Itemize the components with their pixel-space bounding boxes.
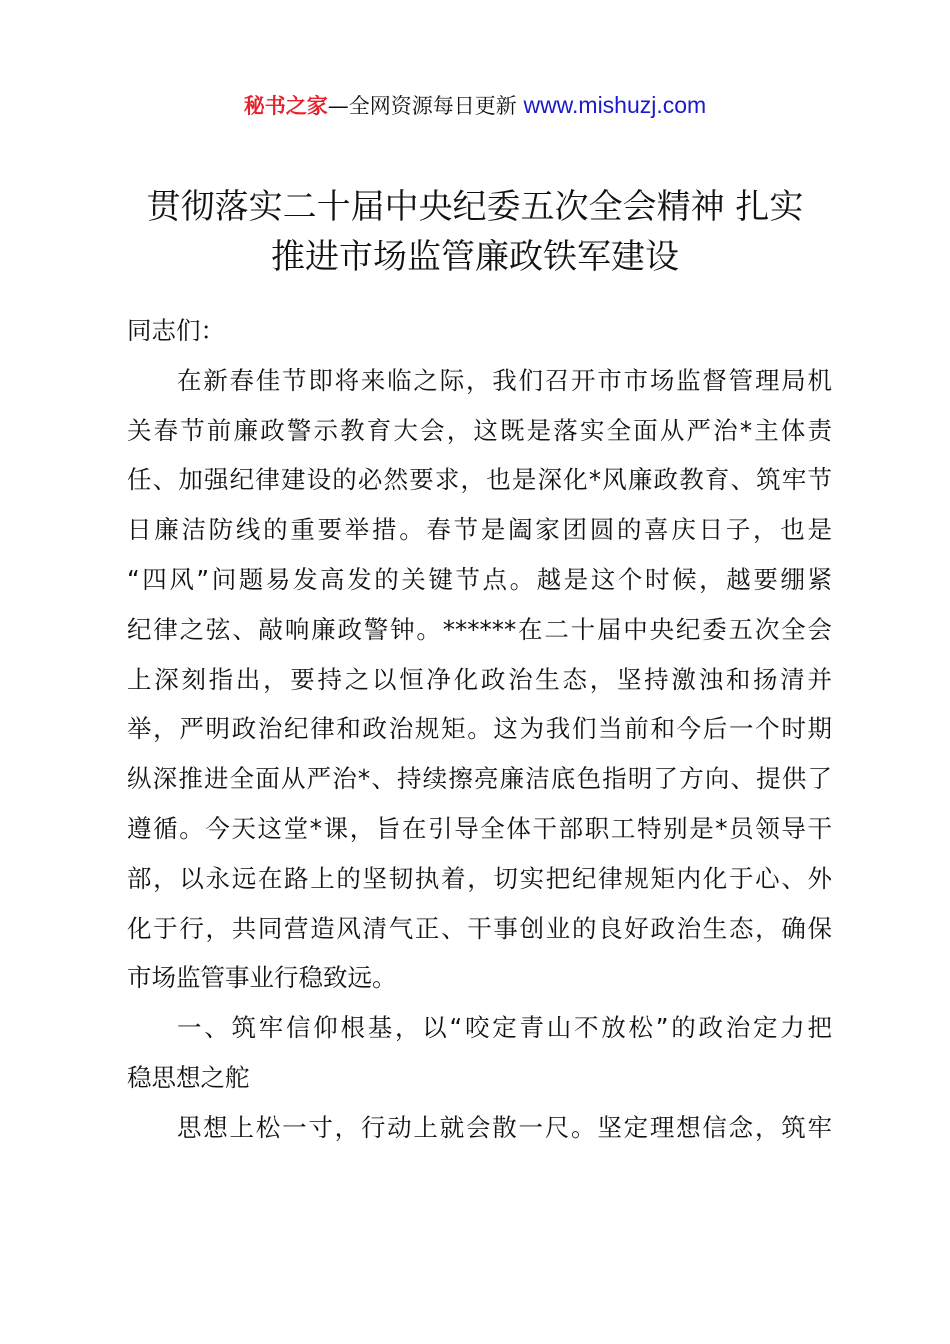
title-line: 贯彻落实二十届中央纪委五次全会精神 扎实: [146, 187, 804, 227]
text-line: 稳思想之舵: [127, 1062, 250, 1092]
text-line: 举，严明政治纪律和政治规矩。这为我们当前和今后一个时期: [127, 714, 832, 744]
text-line: 纪律之弦、敲响廉政警钟。******在二十届中央纪委五次全会: [127, 614, 832, 644]
text-line: 化于行，共同营造风清气正、干事创业的良好政治生态，确保: [127, 913, 832, 943]
text-line: 纵深推进全面从严治*、持续擦亮廉洁底色指明了方向、提供了: [127, 764, 832, 794]
title-line: 推进市场监管廉政铁军建设: [271, 237, 679, 277]
text-line: 日廉洁防线的重要举措。春节是阖家团圆的喜庆日子，也是: [127, 515, 832, 545]
document-body: [127, 306, 832, 1153]
text-line: 市场监管事业行稳致远。: [127, 963, 397, 993]
text-line: 关春节前廉政警示教育大会，这既是落实全面从严治*主体责: [127, 415, 832, 445]
text-line: 部，以永远在路上的坚韧执着，切实把纪律规矩内化于心、外: [127, 863, 832, 893]
text-line: 任、加强纪律建设的必然要求，也是深化*风廉政教育、筑牢节: [127, 465, 832, 495]
section-heading-1: [127, 1003, 832, 1103]
site-banner: [0, 88, 950, 123]
paragraph-section-1: [127, 1103, 832, 1153]
text-line: 上深刻指出，要持之以恒净化政治生态，坚持激浊和扬清并: [127, 664, 832, 694]
text-line: 一、筑牢信仰根基，以“咬定青山不放松”的政治定力把: [177, 1013, 832, 1043]
text-line: 思想上松一寸，行动上就会散一尺。坚定理想信念，筑牢: [177, 1112, 832, 1142]
text-line: 遵循。今天这堂*课，旨在引导全体干部职工特别是*员领导干: [127, 813, 832, 843]
site-url-link[interactable]: www.mishuzj.com: [523, 92, 707, 118]
banner-slogan: —全网资源每日更新: [327, 94, 517, 118]
salutation: 同志们：: [127, 316, 225, 345]
text-line: 在新春佳节即将来临之际，我们召开市市场监督管理局机: [177, 365, 832, 395]
paragraph-intro: [127, 356, 832, 1003]
text-line: “四风”问题易发高发的关键节点。越是这个时候，越要绷紧: [127, 564, 832, 594]
document-title: [0, 182, 950, 282]
brand-name: 秘书之家: [243, 94, 328, 118]
